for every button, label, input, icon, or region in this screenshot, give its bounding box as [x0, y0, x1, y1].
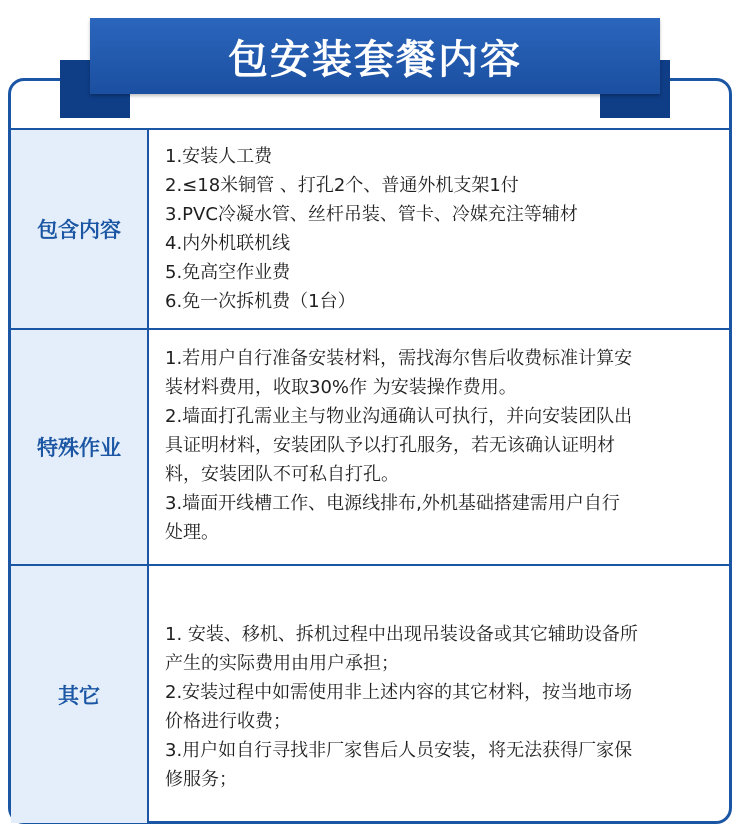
content-line: 价格进行收费； — [165, 711, 291, 732]
content-line: 具证明材料，安装团队予以打孔服务，若无该确认证明材 — [165, 435, 615, 456]
content-line: 产生的实际费用由用户承担； — [165, 653, 399, 674]
content-line: 2.墙面打孔需业主与物业沟通确认可执行，并向安装团队出 — [165, 406, 633, 427]
table-row-other — [11, 566, 729, 823]
content-line: 4.内外机联机线 — [165, 233, 291, 254]
row-content — [149, 566, 729, 823]
row-label: 包含内容 — [37, 218, 121, 242]
row-label: 其它 — [58, 683, 100, 708]
page-title: 包安装套餐内容 — [228, 36, 522, 83]
content-line: 装材料费用，收取30%作 为安装操作费用。 — [165, 377, 517, 398]
content-line: 处理。 — [165, 522, 219, 543]
content-line: 料，安装团队不可私自打孔。 — [165, 464, 399, 485]
row-label-cell — [11, 330, 149, 564]
row-label-cell — [11, 566, 149, 823]
row-content — [149, 330, 729, 564]
package-table — [11, 128, 729, 821]
table-row-included — [11, 130, 729, 330]
content-line: 5.免高空作业费 — [165, 262, 291, 283]
table-row-special — [11, 330, 729, 566]
row-label-cell — [11, 130, 149, 328]
content-line: 修服务； — [165, 769, 237, 790]
content-line: 3.用户如自行寻找非厂家售后人员安装，将无法获得厂家保 — [165, 740, 633, 761]
content-line: 1.安装人工费 — [165, 146, 273, 167]
content-line: 6.免一次拆机费（1台） — [165, 291, 356, 312]
content-line: 2.安装过程中如需使用非上述内容的其它材料，按当地市场 — [165, 682, 633, 703]
row-label: 特殊作业 — [37, 436, 121, 460]
content-line: 3.墙面开线槽工作、电源线排布,外机基础搭建需用户自行 — [165, 493, 620, 514]
content-line: 3.PVC冷凝水管、丝杆吊装、管卡、冷媒充注等辅材 — [165, 204, 578, 225]
content-line: 1. 安装、移机、拆机过程中出现吊装设备或其它辅助设备所 — [165, 624, 638, 645]
content-line: 2.≤18米铜管 、打孔2个、普通外机支架1付 — [165, 175, 519, 196]
row-content — [149, 130, 729, 328]
banner — [90, 18, 660, 94]
content-line: 1.若用户自行准备安装材料，需找海尔售后收费标准计算安 — [165, 348, 633, 369]
